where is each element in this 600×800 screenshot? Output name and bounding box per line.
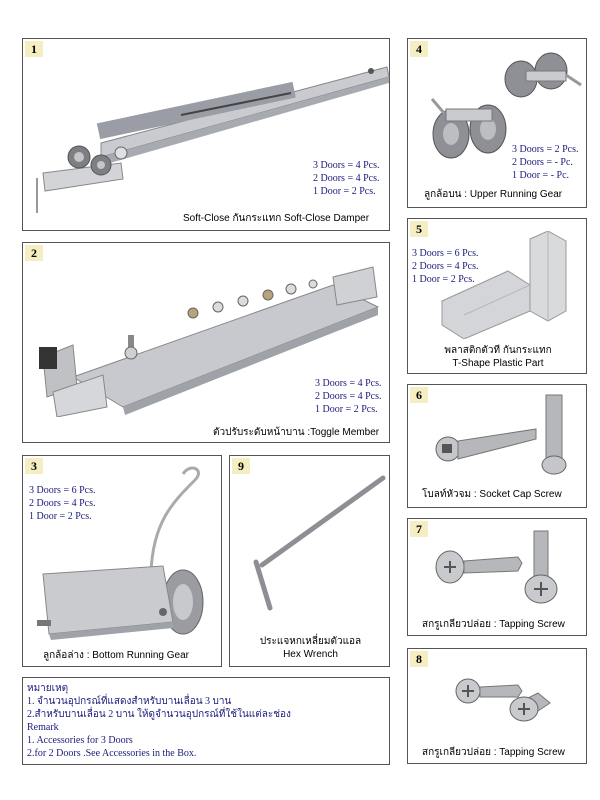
qty-2-doors: 2 Doors = - Pc. — [512, 157, 573, 168]
panel-caption: ตัวปรับระดับหน้าบาน :Toggle Member — [213, 427, 380, 438]
qty-3-doors: 3 Doors = 4 Pcs. — [313, 160, 380, 171]
panel-number: 6 — [410, 387, 428, 403]
remark-title-english: Remark — [27, 722, 59, 733]
panel-caption-english: T-Shape Plastic Part — [452, 358, 544, 369]
panel-caption: สกรูเกลียวปล่อย : Tapping Screw — [422, 619, 565, 630]
panel-caption: Soft-Close กันกระแทก Soft-Close Damper — [183, 213, 370, 224]
remark-line1-english: 1. Accessories for 3 Doors — [27, 735, 133, 746]
quantity-list — [313, 159, 379, 198]
panel-8-tapping-screw — [407, 648, 587, 764]
panel-number: 7 — [410, 521, 428, 537]
panel-number: 5 — [410, 221, 428, 237]
remarks-box — [22, 677, 390, 765]
panel-5-t-shape-plastic-part — [407, 218, 587, 374]
panel-6-socket-cap-screw — [407, 384, 587, 508]
t-shape-plastic-part-image — [438, 231, 586, 339]
remark-line2-thai: 2.สำหรับบานเลื่อน 2 บาน ให้ดูจำนวนอุปกรณ์ที่ใช้ในแต่ละช่อง — [27, 709, 291, 720]
panel-number: 3 — [25, 458, 43, 474]
panel-caption: ลูกล้อล่าง : Bottom Running Gear — [43, 650, 189, 661]
qty-1-door: 1 Door = 2 Pcs. — [412, 274, 475, 285]
panel-caption: ลูกล้อบน : Upper Running Gear — [424, 189, 563, 200]
qty-3-doors: 3 Doors = 2 Pcs. — [512, 144, 579, 155]
remarks-text — [27, 682, 291, 760]
panel-7-tapping-screw — [407, 518, 587, 636]
qty-2-doors: 2 Doors = 4 Pcs. — [29, 498, 96, 509]
qty-3-doors: 3 Doors = 6 Pcs. — [412, 248, 479, 259]
qty-2-doors: 2 Doors = 4 Pcs. — [315, 391, 382, 402]
tapping-screw-image — [438, 669, 568, 729]
panel-number: 1 — [25, 41, 43, 57]
qty-3-doors: 3 Doors = 6 Pcs. — [29, 485, 96, 496]
remark-line1-thai: 1. จำนวนอุปกรณ์ที่แสดงสำหรับบานเลื่อน 3 บาน — [27, 696, 232, 707]
socket-cap-screw-image — [418, 391, 583, 483]
qty-1-door: 1 Door = 2 Pcs. — [29, 511, 92, 522]
panel-caption: สกรูเกลียวปล่อย : Tapping Screw — [422, 747, 565, 758]
qty-1-door: 1 Door = 2 Pcs. — [313, 186, 376, 197]
panel-3-bottom-running-gear — [22, 455, 222, 667]
quantity-list — [512, 143, 578, 182]
remark-line2-english: 2.for 2 Doors .See Accessories in the Box. — [27, 748, 197, 759]
panel-1-soft-close-damper — [22, 38, 390, 231]
panel-caption: โบลท์หัวจม : Socket Cap Screw — [422, 489, 562, 500]
panel-caption-thai: ประแจหกเหลี่ยมตัวแอล — [259, 636, 362, 647]
panel-caption-english: Hex Wrench — [283, 649, 338, 660]
remark-title-thai: หมายเหตุ — [27, 683, 69, 694]
qty-2-doors: 2 Doors = 4 Pcs. — [412, 261, 479, 272]
panel-2-toggle-member — [22, 242, 390, 443]
qty-1-door: 1 Door = 2 Pcs. — [315, 404, 378, 415]
qty-2-doors: 2 Doors = 4 Pcs. — [313, 173, 380, 184]
tapping-screw-image — [418, 527, 583, 615]
hex-wrench-image — [238, 470, 388, 630]
panel-number: 8 — [410, 651, 428, 667]
panel-number: 4 — [410, 41, 428, 57]
panel-9-hex-wrench — [229, 455, 390, 667]
qty-3-doors: 3 Doors = 4 Pcs. — [315, 378, 382, 389]
quantity-list — [315, 377, 381, 416]
qty-1-door: 1 Door = - Pc. — [512, 170, 570, 181]
panel-number: 2 — [25, 245, 43, 261]
panel-caption-thai: พลาสติกตัวที กันกระแทก — [444, 345, 552, 356]
panel-4-upper-running-gear — [407, 38, 587, 208]
bottom-running-gear-image — [33, 462, 218, 642]
panel-number: 9 — [232, 458, 250, 474]
